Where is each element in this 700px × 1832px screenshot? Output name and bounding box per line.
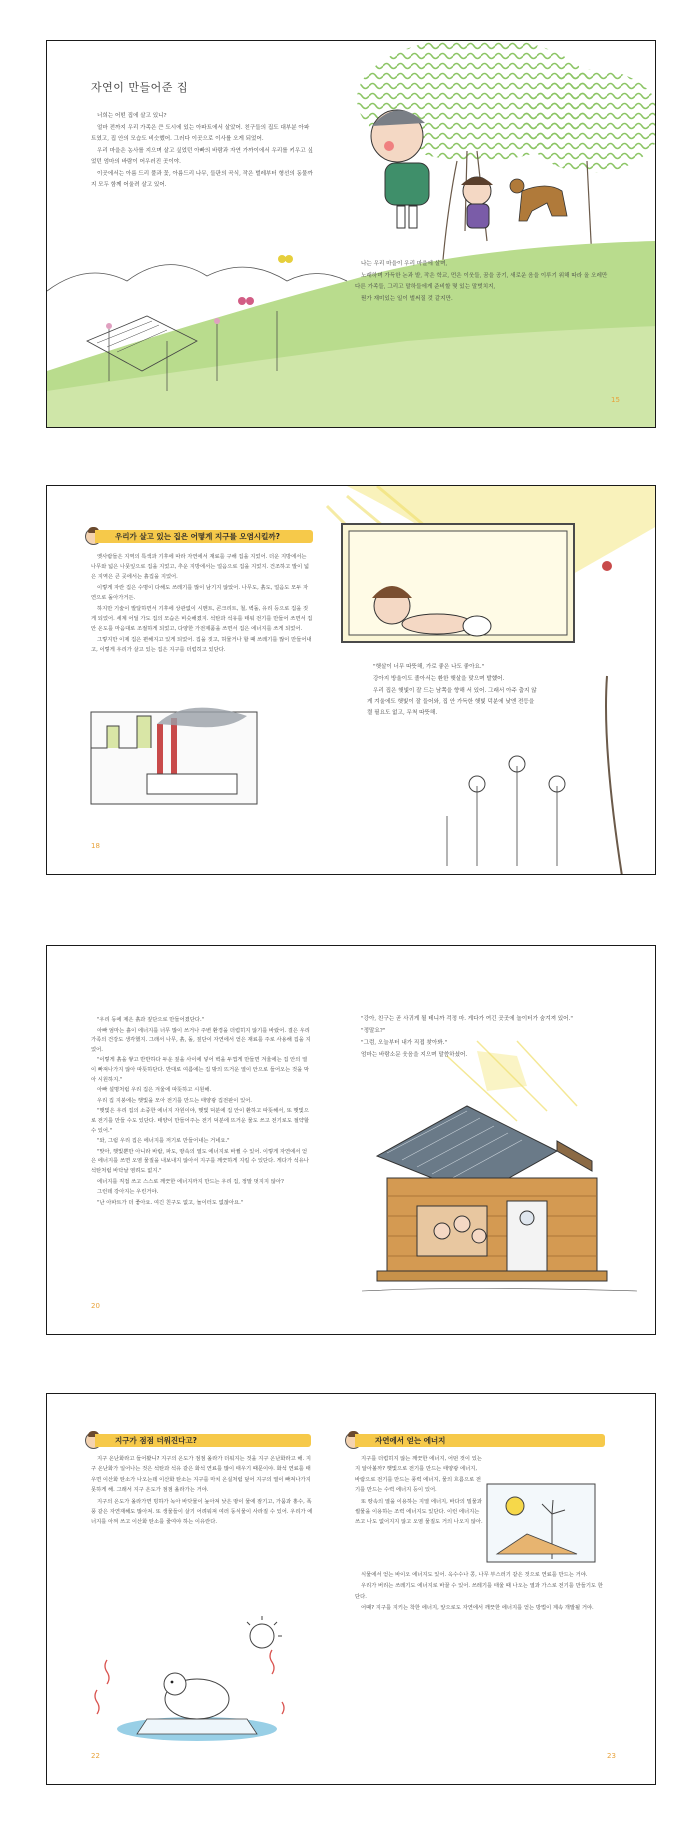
- page-number-right: 23: [607, 1752, 616, 1760]
- page-number: 20: [91, 1302, 100, 1310]
- paragraph: 뭔가 재미있는 일이 벌써질 것 같지만.: [361, 296, 453, 302]
- paragraph: 우리 마을은 농사를 지으며 살고 싶었던 아빠의 바람과 자연 가까이에서 우리를 키우고 싶었던 엄마의 바람이 어우러진 곳이야.: [91, 148, 313, 165]
- story-text-right: [355, 259, 610, 306]
- story-text-left: [91, 1016, 311, 1209]
- info-text: [91, 552, 313, 656]
- heart-icon: [238, 297, 254, 305]
- paragraph: 에너지를 직접 쓰고 스스로 깨끗한 에너지까지 만드는 우리 집, 정말 멋지지 않아?: [97, 1178, 284, 1185]
- paragraph: 옛사람들은 지역의 특색과 기후에 따라 자연에서 재료를 구해 집을 지었어. 더운 지방에서는 나무와 넓은 나뭇잎으로 집을 지었고, 추운 지방에서는 얼음으로 집을 지었지. 건조하고 발이 넓은 지역은 큰 곳에서는 흙집을 지었어.: [91, 554, 310, 580]
- paragraph: 너희는 어떤 집에 살고 있니?: [97, 113, 167, 119]
- paragraph: "이렇게 흙을 쌓고 반반하다 두운 짚을 사이에 넣어 벽을 두껍게 만들면 겨울에는 집 안의 열이 빠져나가지 않아 따뜻하단다. 반대로 여름에는 집 밖의 뜨거운 열이 안으로 들어오는 것을 막아 시원하지.": [91, 1057, 310, 1083]
- section-title-left: 지구가 점점 더워진다고?: [95, 1434, 311, 1447]
- story-text-left: [91, 111, 313, 192]
- paragraph: 이렇게 자란 집은 수명이 다해도 쓰레기를 많이 남기지 않았어. 나무도, 흙도, 얼음도 모두 자연으로 돌아가거든.: [91, 585, 309, 601]
- paragraph: 또 땅속의 열을 이용하는 지열 에너지, 바다의 밀물과 썰물을 이용하는 조력 에너지도 있단다. 이런 에너지는 쓰고 나도 없어지지 않고 오염 물질도 거의 나오지 않아.: [355, 1498, 483, 1526]
- paragraph: "정말요?": [361, 1028, 386, 1034]
- paragraph: 지구를 더럽히지 않는 깨끗한 에너지, 어떤 것이 있는지 알아볼까? 햇빛으로 전기를 만드는 태양광 에너지, 바람으로 전기를 만드는 풍력 에너지, 물의 흐름으로 전기를 만드는 수력 에너지 등이 있어.: [355, 1456, 482, 1494]
- info-text-right: [355, 1454, 483, 1529]
- paragraph: 얼마 전까지 우리 가족은 큰 도시에 있는 아파트에서 살았어. 친구들의 집도 대부분 아파트였고, 집 안의 모습도 비슷했어. 그러다 이곳으로 이사를 오게 되었어.: [91, 125, 310, 142]
- page-title: 자연이 만들어준 집: [91, 81, 189, 94]
- story-text-right: [355, 1014, 615, 1062]
- paragraph: "난 아파트가 더 좋아요. 여긴 친구도 없고, 놀이터도 없잖아요.": [97, 1199, 244, 1206]
- spread-house-pollution: [46, 485, 656, 875]
- story-text: [367, 662, 537, 720]
- paragraph: 지구의 온도가 올라가면 빙하가 녹아 바닷물이 높아져 낮은 땅이 물에 잠기고, 가뭄과 홍수, 폭풍 같은 자연재해도 많아져. 또 생물들이 살기 어려워져 여러 동식물이 사라질 수 있어. 우리가 에너지를 아껴 쓰고 이산화 탄소를 줄여야 하는 이유란다.: [91, 1498, 313, 1526]
- paragraph: 그런데 강아지는 우린거야.: [97, 1189, 159, 1196]
- page-number: 15: [611, 396, 620, 404]
- paragraph: "햇살이 너무 따뜻해, 가로 좋은 나도 좋아요.": [373, 664, 485, 670]
- paragraph: "햇빛은 우리 집의 소중한 에너지 자원이야, 햇빛 덕분에 집 안이 환하고 따뜻해서, 또 햇빛으로 전기를 만들 수도 있단다. 태양이 만들어주는 전기 덕분에 뜨거운 물도 쓰고 전기로도 절약할 수 있어.": [91, 1108, 310, 1134]
- paragraph: "우리 동에 제은 흙과 짚단으로 만들어졌단다.": [97, 1017, 205, 1023]
- paragraph: 지구 온난화라고 들어봤니? 지구의 온도가 점점 올라가 더워지는 것을 지구 온난화라고 해. 지구 온난화가 일어나는 것은 석탄과 석유 같은 화석 연료를 많이 태우기 때문이야. 화석 연료를 태우면 이산화 탄소가 나오는데 이산화 탄소는 지구를 마치 온실처럼 덮어 지구의 열이 빠져나가지 못하게 해. 그래서 지구 온도가 점점 올라가는 거야.: [91, 1456, 312, 1494]
- spread-solar-house: [46, 945, 656, 1335]
- paragraph: 엄마는 바람소문 웃음을 지으며 말씀하셨어.: [361, 1052, 468, 1058]
- paragraph: 우리 집은 햇빛이 잘 드는 남쪽을 향해 서 있어. 그래서 아주 춥지 않게 겨울에도 햇빛이 잘 들어와, 집 안 가득한 햇빛 덕분에 낮엔 전등을 켤 필요도 없고, 무척 따뜻해.: [367, 688, 537, 716]
- paragraph: 강아지 방울이도 졸아서는 환한 햇살을 맞으며 발했어.: [373, 676, 505, 682]
- paragraph: 나는 우리 마을이 우리 마을에 살며,: [361, 261, 448, 267]
- info-text-left: [91, 1454, 313, 1529]
- paragraph: 아빠 엄마는 흙이 에너지를 너무 많이 쓰거나 주변 환경을 더럽히지 않기를 바랐어. 결은 우리 가족의 건강도 생각했지. 그래서 나무, 흙, 돌, 짚단이 자연에서 얻은 재료를 주로 사용해 집을 지었어.: [91, 1027, 311, 1053]
- window-sun-illustration: [47, 486, 656, 875]
- spread-nature-house: [46, 40, 656, 428]
- paragraph: 하지만 기술이 발달하면서 기후에 상관없이 시멘트, 콘크리트, 철, 벽돌, 유리 등으로 집을 짓게 되었어. 세계 어딜 가도 집의 모습은 비슷해졌지. 석탄과 석유를 태워 전기를 만들어 쓰면서 집 안 온도를 마음대로 조절하게 되었고, 다양한 가전제품을 쓰면서 집은 에너지를 쓰게 되었어.: [91, 606, 313, 632]
- paragraph: 식물에서 얻는 바이오 에너지도 있어. 옥수수나 콩, 나무 부스러기 같은 것으로 연료를 만드는 거야.: [361, 1572, 588, 1578]
- paragraph: 우리가 버리는 쓰레기도 에너지로 바꿀 수 있어. 쓰레기를 태울 때 나오는 열과 가스로 전기를 만들기도 한단다.: [355, 1583, 603, 1600]
- section-title: 우리가 살고 있는 집은 어떻게 지구를 오염시킬까?: [95, 530, 313, 543]
- paragraph: "맞아, 햇빛뿐만 아니라 바람, 파도, 땅속의 열도 에너지로 바뀔 수 있어. 이렇게 자연에서 얻은 에너지를 쓰면 오염 물질을 내보내지 않아서 지구를 깨끗하게 지킬 수 있단다. 게다가 석유나 석탄처럼 바닥날 염려도 없지.": [91, 1148, 310, 1174]
- section-title-right: 자연에서 얻는 에너지: [355, 1434, 605, 1447]
- paragraph: 이곳에서는 아름 드리 풀과 꽃, 아름드리 나무, 들판의 곡식, 작은 벌레부터 형선의 동물까지 모두 함께 어울려 살고 있어.: [91, 171, 313, 188]
- page-number: 18: [91, 842, 100, 850]
- page-number-left: 22: [91, 1752, 100, 1760]
- tree-canopy-illustration: [47, 41, 656, 428]
- paragraph: "강아, 친구는 곧 사귀게 될 테니까 걱정 마. 게다가 여긴 곳곳에 놀이터가 숨겨져 있어.": [361, 1016, 573, 1022]
- paragraph: 노래하며 가득한 논과 밭, 작은 학교, 먼은 이웃들, 꿈을 공기, 새로운 음을 이루기 위해 따라 올 오레만 다른 가족들, 그리고 말하들에게 준비할 몇 있는 말벗치지,: [355, 273, 608, 290]
- paragraph: "그럼, 오늘부터 내가 직접 찾아봐.": [361, 1040, 448, 1046]
- spread-global-warming: [46, 1393, 656, 1785]
- paragraph: 그렇지만 이제 집은 편해지고 있게 되었어. 집을 짓고, 허물거나 할 때 쓰레기를 많이 만들어내고, 이렇게 우리가 살고 있는 집은 지구를 더럽히고 있단다.: [91, 637, 312, 653]
- paragraph: 우리 집 지붕에는 햇빛을 모아 전기를 만드는 태양광 집전판이 있어.: [97, 1097, 252, 1104]
- paragraph: 아빠 설명처럼 우리 집은 겨울에 따뜻하고 시원해.: [97, 1087, 212, 1094]
- paragraph: 어때? 지구를 지키는 착한 에너지, 앞으로도 자연에서 깨끗한 에너지를 얻는 방법이 계속 개발될 거야.: [361, 1605, 594, 1612]
- paragraph: "와, 그럼 우리 집은 에너지를 저기로 만들어내는 거네요.": [97, 1138, 230, 1145]
- info-text-right-lower: [355, 1570, 605, 1615]
- sun-icon: [247, 1616, 282, 1648]
